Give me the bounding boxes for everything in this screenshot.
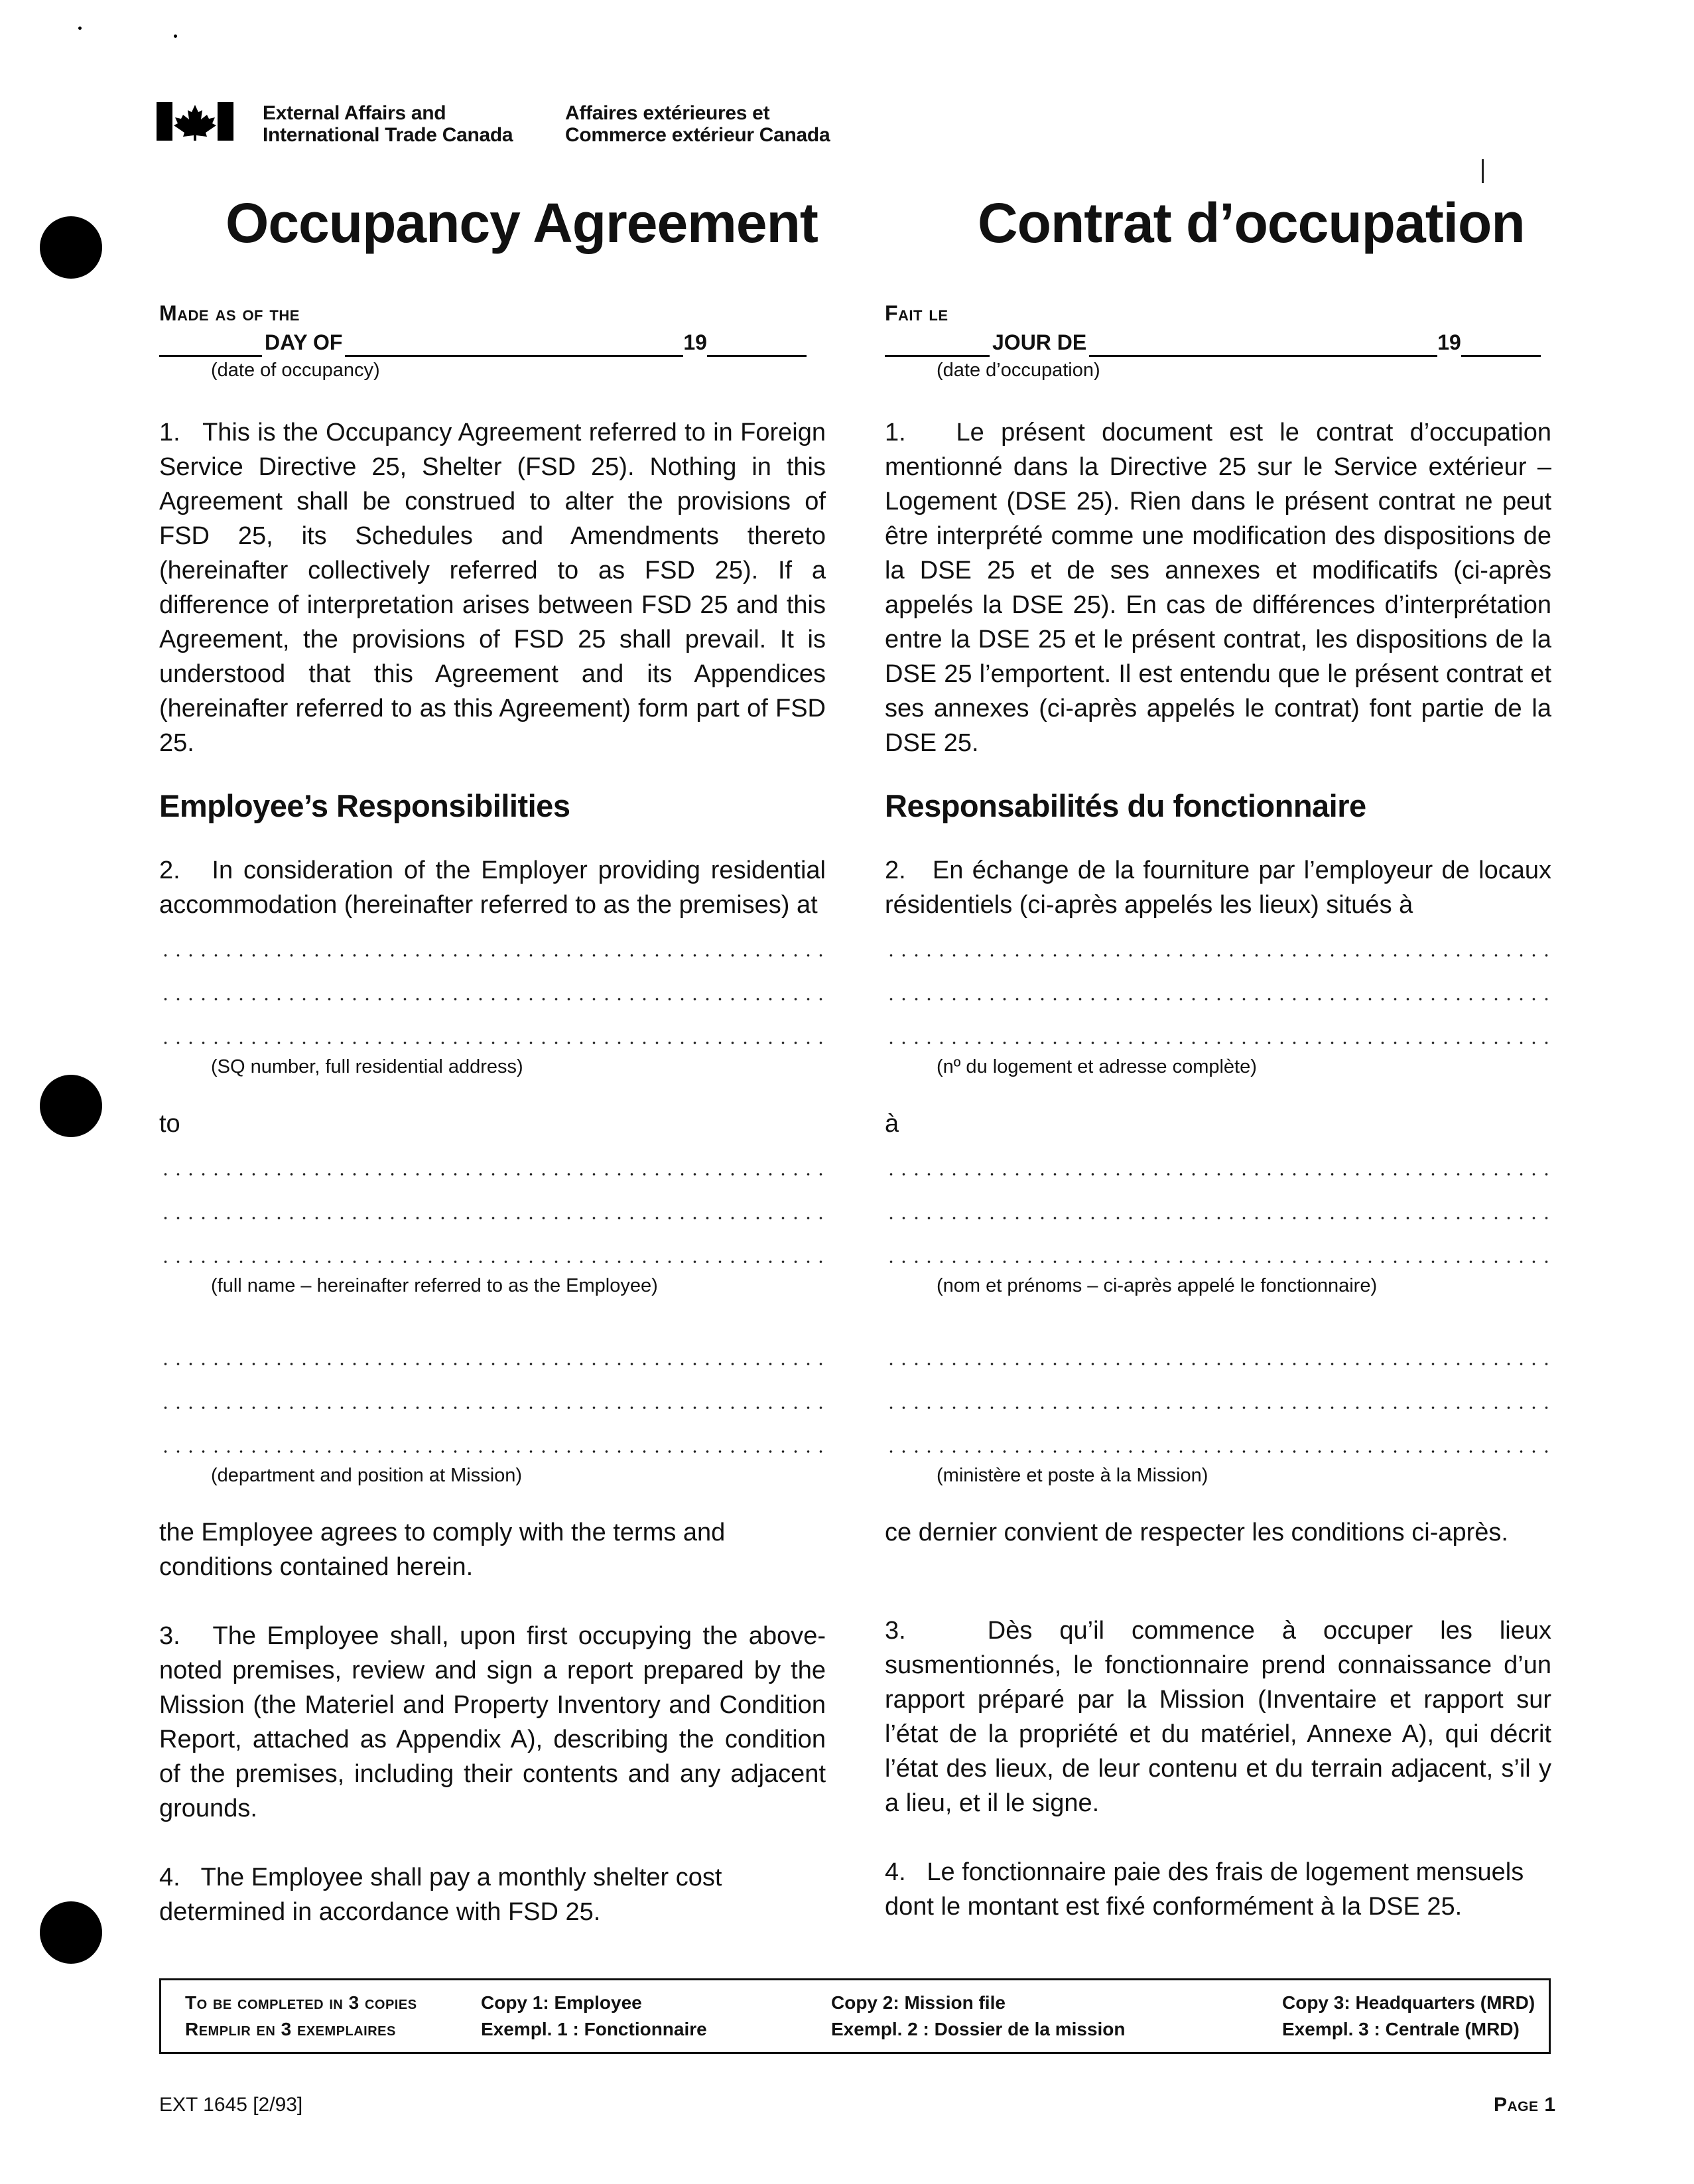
day-of-label: JOUR DE	[992, 330, 1087, 354]
department-name-fr	[565, 102, 830, 146]
date-note: (date of occupancy)	[211, 360, 380, 381]
date-note: (date d’occupation)	[937, 360, 1100, 381]
department-note: (department and position at Mission)	[211, 1465, 523, 1486]
copy-1-en: Copy 1: Employee	[481, 1992, 642, 2013]
copy-2	[831, 1990, 1126, 2043]
title-fr: Contrat d’occupation	[978, 192, 1525, 254]
to-label: à	[885, 1110, 899, 1138]
agrees-text: ce dernier convient de respecter les conditions ci-après.	[885, 1519, 1508, 1546]
copy-2-en: Copy 2: Mission file	[831, 1992, 1006, 2013]
copy-2-fr: Exempl. 2 : Dossier de la mission	[831, 2019, 1126, 2039]
made-as-of-label: Fait le	[885, 301, 948, 325]
date-line	[885, 328, 1551, 357]
section-heading: Responsabilités du fonctionnaire	[885, 788, 1366, 823]
paragraph-4: 4. Le fonctionnaire paie des frais de logement mensuels dont le montant est fixé conformément à la DSE 25.	[885, 1858, 1524, 1921]
page-number: Page 1	[1494, 2094, 1556, 2116]
year-prefix: 19	[683, 330, 707, 354]
year-blank[interactable]	[707, 332, 807, 357]
name-note: (nom et prénoms – ci-après appelé le fonctionnaire)	[937, 1275, 1378, 1296]
copies-distribution-box	[159, 1978, 1551, 2054]
department-line-3[interactable]	[159, 1418, 826, 1462]
made-as-of-label: Made as of the	[159, 301, 300, 325]
department-line-3[interactable]	[885, 1418, 1551, 1462]
department-en-line2: International Trade Canada	[263, 124, 513, 146]
day-blank[interactable]	[159, 332, 262, 357]
name-line-1[interactable]	[159, 1141, 826, 1185]
department-fr-line1: Affaires extérieures et	[565, 102, 770, 124]
copy-3-en: Copy 3: Headquarters (MRD)	[1282, 1992, 1535, 2013]
month-blank[interactable]	[1089, 332, 1437, 357]
copy-3-fr: Exempl. 3 : Centrale (MRD)	[1282, 2019, 1520, 2039]
address-line-1[interactable]	[159, 922, 826, 966]
month-blank[interactable]	[345, 332, 683, 357]
name-line-3[interactable]	[885, 1229, 1551, 1272]
year-prefix: 19	[1437, 330, 1461, 354]
name-line-2[interactable]	[159, 1185, 826, 1229]
day-blank[interactable]	[885, 332, 990, 357]
canada-flag-logo	[157, 102, 233, 141]
section-heading: Employee’s Responsibilities	[159, 788, 570, 823]
address-line-3[interactable]	[159, 1010, 826, 1054]
paragraph-4: 4. The Employee shall pay a monthly shelter cost determined in accordance with FSD 25.	[159, 1864, 722, 1926]
scan-speck	[78, 27, 82, 30]
name-line-1[interactable]	[885, 1141, 1551, 1185]
punch-hole-top	[40, 216, 102, 279]
paragraph-2: 2. In consideration of the Employer providing residential accommodation (hereinafter referred to as the premises) at	[159, 856, 826, 919]
paragraph-1: 1. Le présent document est le contrat d’occupation mentionné dans la Directive 25 sur le Service extérieur – Logement (DSE 25). Rien dans le présent contrat ne peut être interprété comme une modification des dispositions de la DSE 25 et de ses annexes et modificatifs (ci-après appelés la DSE 25). En cas de différences d’interprétation entre la DSE 25 et le présent contrat, les dispositions de la DSE 25 l’emportent. Il est entendu que le présent contrat et ses annexes (ci-après appelés le contrat) font partie de la DSE 25.	[885, 419, 1551, 757]
department-name-en	[263, 102, 513, 146]
address-note: (nº du logement et adresse complète)	[937, 1056, 1257, 1077]
punch-hole-middle	[40, 1075, 102, 1137]
paragraph-3: 3. The Employee shall, upon first occupying the above-noted premises, review and sign a report prepared by the Mission (the Materiel and Property Inventory and Condition Report, attached as Appendix A), describing the condition of the premises, including their contents and any adjacent grounds.	[159, 1622, 826, 1822]
scan-speck	[174, 34, 177, 38]
name-line-3[interactable]	[159, 1229, 826, 1272]
department-line-1[interactable]	[159, 1331, 826, 1375]
department-fr-line2: Commerce extérieur Canada	[565, 124, 830, 146]
completion-instruction-en: To be completed in 3 copies	[185, 1992, 417, 2013]
completion-instruction-fr: Remplir en 3 exemplaires	[185, 2019, 396, 2039]
punch-hole-bottom	[40, 1901, 102, 1964]
department-line-1[interactable]	[885, 1331, 1551, 1375]
copy-1	[481, 1990, 707, 2043]
paragraph-2: 2. En échange de la fourniture par l’employeur de locaux résidentiels (ci-après appelés les lieux) situés à	[885, 856, 1551, 919]
paragraph-3: 3. Dès qu’il commence à occuper les lieux susmentionnés, le fonctionnaire prend connaissance d’un rapport préparé par la Mission (Inventaire et rapport sur l’état de la propriété et du matériel, Annexe A), qui décrit l’état des lieux, de leur contenu et du terrain adjacent, s’il y a lieu, et il le signe.	[885, 1617, 1551, 1817]
completion-instruction	[185, 1990, 417, 2043]
date-line	[159, 328, 826, 357]
department-line-2[interactable]	[159, 1375, 826, 1418]
day-of-label: DAY OF	[265, 330, 343, 354]
to-label: to	[159, 1110, 180, 1138]
form-number: EXT 1645 [2/93]	[159, 2094, 303, 2116]
copy-3	[1282, 1990, 1535, 2043]
address-line-2[interactable]	[159, 966, 826, 1010]
department-note: (ministère et poste à la Mission)	[937, 1465, 1208, 1486]
title-en: Occupancy Agreement	[226, 192, 818, 254]
name-line-2[interactable]	[885, 1185, 1551, 1229]
year-blank[interactable]	[1461, 332, 1541, 357]
address-line-1[interactable]	[885, 922, 1551, 966]
copy-1-fr: Exempl. 1 : Fonctionnaire	[481, 2019, 707, 2039]
department-line-2[interactable]	[885, 1375, 1551, 1418]
scan-mark	[1482, 159, 1484, 183]
agrees-text: the Employee agrees to comply with the terms and conditions contained herein.	[159, 1519, 726, 1581]
french-column	[885, 299, 1551, 1924]
english-column	[159, 299, 826, 1929]
address-line-2[interactable]	[885, 966, 1551, 1010]
address-line-3[interactable]	[885, 1010, 1551, 1054]
address-note: (SQ number, full residential address)	[211, 1056, 523, 1077]
paragraph-1: 1. This is the Occupancy Agreement referred to in Foreign Service Directive 25, Shelter (FSD 25). Nothing in this Agreement shall be construed to alter the provisions of FSD 25, its Schedules and Amendments thereto (hereinafter collectively referred to as FSD 25). If a difference of interpretation arises between FSD 25 and this Agreement, the provisions of FSD 25 shall prevail. It is understood that this Agreement and its Appendices (hereinafter referred to as this Agreement) form part of FSD 25.	[159, 419, 826, 757]
name-note: (full name – hereinafter referred to as the Employee)	[211, 1275, 658, 1296]
department-en-line1: External Affairs and	[263, 102, 446, 124]
